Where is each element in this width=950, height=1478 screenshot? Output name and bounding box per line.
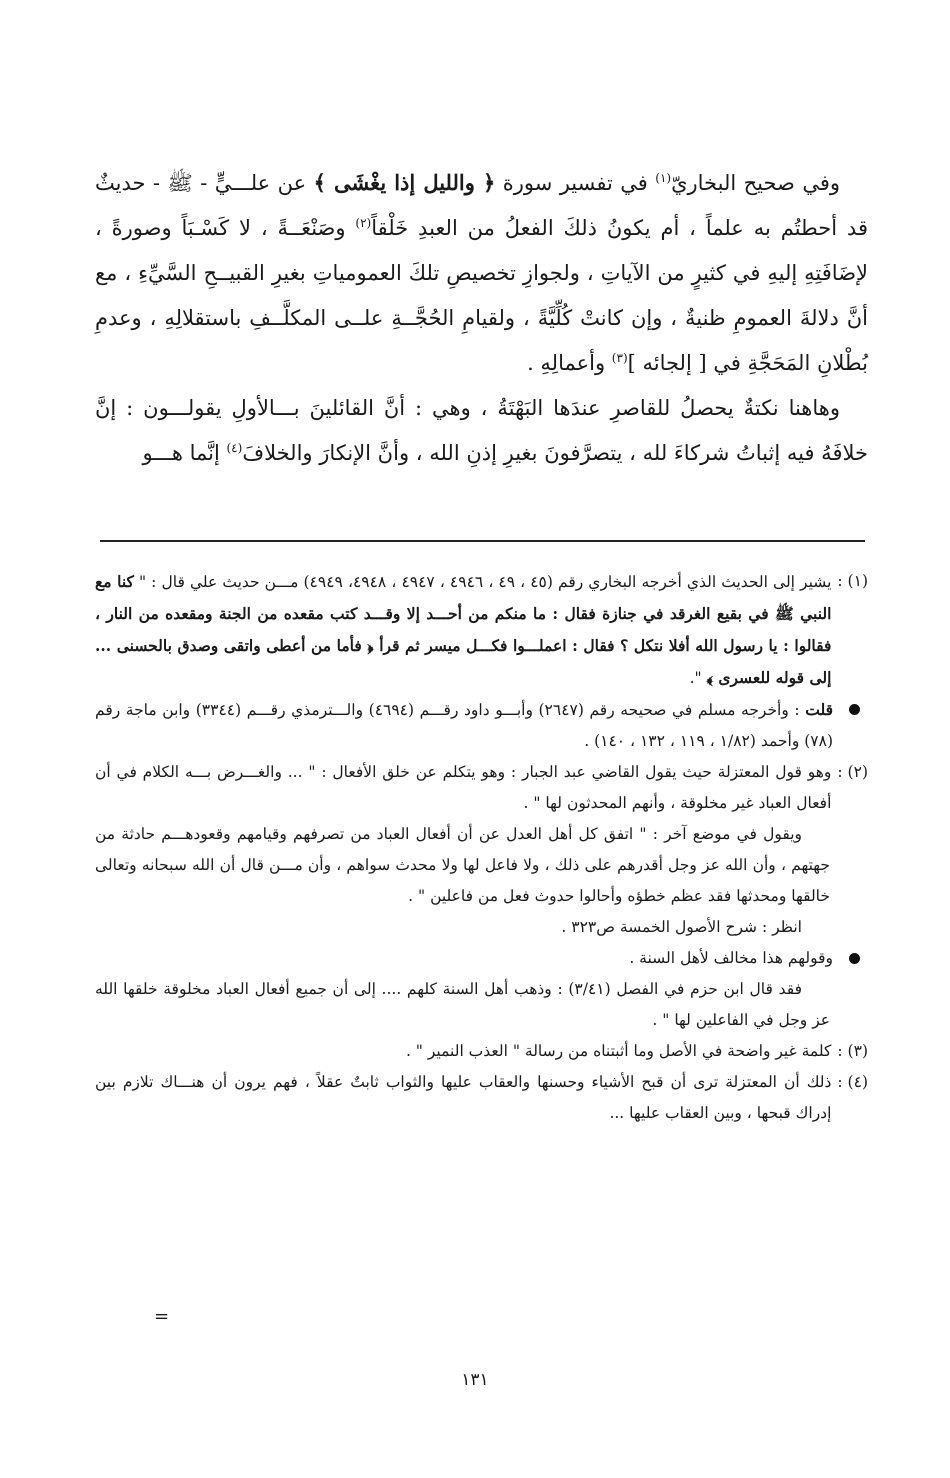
main-text-1e: وأعمالِهِ . (527, 351, 612, 375)
ibn-hazm-quote: فقد قال ابن حزم في الفصل (٣/٤١) : وذهب أهل السنة كلهم .... إلى أن جميع أفعال العباد مخلوقة خلقها الله عز وجل في الفاعلين لها " . (95, 980, 830, 1029)
footnote-number: (١) : (837, 572, 868, 590)
footnote-ref-1: (١) (655, 171, 672, 185)
footnote-number: (٤) : (837, 1073, 868, 1091)
footnote-3 (95, 1036, 868, 1067)
quran-verse: ﴿ والليل إذا يغْشَى ﴾ (313, 170, 496, 195)
main-paragraph-1 (95, 160, 868, 386)
main-text-1d: وصَنْعَــةً ، لا كَسْـبَاً وصورةً ، لإضَافَتِهِ إليهِ في كثيرٍ من الآياتِ ، ولجوازِ تخصيصِ تلكَ العمومياتِ بغيرِ القبيــحِ السَّيِّءِ ، مع أنَّ دلالةَ العمومِ ظنيةٌ ، وإن كانتْ كُلِّيَّةً ، ولقيامِ الحُجَّــةِ علــى المكلَّــفِ باستقلالِهِ ، وعدمِ بُطْلانِ المَحَجَّةِ في [ إلجائه ] (95, 216, 868, 375)
main-text (95, 160, 868, 476)
main-text-2a: وهاهنا نكتةٌ يحصلُ للقاصرِ عندَها البَهْتَةُ ، وهي : أنَّ القائلينَ بـــالأولِ يقولـــون : إنَّ خلافَهُ فيه إثباتُ شركاءَ لله ، يتصرَّفونَ بغيرِ إذنِ الله ، وأنَّ الإنكارَ والخلافَ (95, 396, 868, 465)
bullet-text: قلت : وأخرجه مسلم في صحيحه رقم (٢٦٤٧) وأبـــو داود رقـــم (٤٦٩٤) والـــترمذي رقـــم (٣٣٤٤) وابن ماجة رقم (٧٨) وأحمد (١/٨٢ ، ١١٩ ، ١٣٢ ، ١٤٠) . (95, 700, 833, 750)
footnote-divider (100, 540, 865, 542)
footnote-2-reference: انظر : شرح الأصول الخمسة ص٣٢٣ . (561, 918, 802, 936)
hadith-quote: كنا مع النبي ﷺ في بقيع الغرقد في جنازة فقال : ما منكم من أحـــد إلا وقـــد كتب مقعده من الجنة ومقعده من النار ، فقالوا : يا رسول الله أفلا نتكل ؟ فقال : اعملـــوا فكـــل ميسر ثم قرأ ﴿ فأما من أعطى واتقى وصدق بالحسنى ... إلى قوله للعسرى ﴾ (95, 572, 832, 687)
main-text-1c: عن علـــيٍّ - ﷺ - حديثٌ قد أحطتُم به علماً ، أم يكونُ ذلكَ الفعلُ من العبدِ خَلْقاً (95, 171, 868, 240)
footnote-ref-4: (٤) (226, 441, 243, 455)
bullet-icon (849, 704, 860, 715)
footnote-ref-3: (٣) (611, 351, 628, 365)
footnote-text: ذلك أن المعتزلة ترى أن قبح الأشياء وحسنها والعقاب عليها والثواب ثابتٌ عقلاً ، فهم يرون أن هنـــاك تلازم بين إدراك قبحها ، وبين العقاب عليها ... (95, 1073, 832, 1122)
footnote-text: وهو قول المعتزلة حيث يقول القاضي عبد الجبار : وهو يتكلم عن خلق الأفعال : " ... والغـــرض بـــه الكلام في أن أفعال العباد غير مخلوقة ، وأنهم المحدثون لها " . (95, 763, 832, 812)
footnote-text: كلمة غير واضحة في الأصل وما أثبتناه من رسالة " العذب النمير " . (405, 1042, 832, 1060)
footnotes (95, 566, 868, 1129)
bullet-icon (849, 953, 860, 964)
footnote-text: يشير إلى الحديث الذي أخرجه البخاري رقم (٤٥ ، ٤٩ ، ٤٩٤٦ ، ٤٩٤٧ ، ٤٩٤٨، ٤٩٤٩) مـــن حديث علي قال : " كنا مع النبي ﷺ في بقيع الغرقد في جنازة فقال : ما منكم من أحـــد إلا وقـــد كتب مقعده من الجنة ومقعده من النار ، فقالوا : يا رسول الله أفلا نتكل ؟ فقال : اعملـــوا فكـــل ميسر ثم قرأ ﴿ فأما من أعطى واتقى وصدق بالحسنى ... إلى قوله للعسرى ﴾ ". (95, 572, 832, 687)
continuation-mark: = (154, 1306, 170, 1327)
footnote-ref-2: (٢) (355, 216, 372, 230)
footnote-number: (٣) : (837, 1042, 868, 1060)
note-bullet-ahl-sunna (95, 943, 868, 974)
footnote-1 (95, 566, 868, 694)
main-text-1a: وفي صحيح البخاريّ (671, 171, 841, 195)
footnote-2 (95, 757, 868, 819)
footnote-2-continuation: ويقول في موضع آخر : " اتفق كل أهل العدل عن أن أفعال العباد من تصرفهم وقيامهم وقعودهـــم حادثة من جهتهم ، وأن الله عز وجل أقدرهم على ذلك ، ولا فاعل لها ولا محدث سواهم ، وأن مـــن قال أن الله سبحانه وتعالى خالقها ومحدثها فقد عظم خطؤه وأحالوا حدوث فعل من فاعلين " . (95, 825, 830, 905)
main-text-2b: إنَّما هـــو (142, 441, 227, 465)
main-paragraph-2 (95, 386, 868, 476)
bullet-text: وقولهم هذا مخالف لأهل السنة . (629, 949, 833, 967)
note-bullet-qult (95, 694, 868, 757)
footnote-4 (95, 1067, 868, 1129)
page-number: ١٣١ (461, 1370, 489, 1390)
main-text-1b: في تفسير سورة (495, 171, 656, 195)
footnote-number: (٢) : (837, 763, 868, 781)
